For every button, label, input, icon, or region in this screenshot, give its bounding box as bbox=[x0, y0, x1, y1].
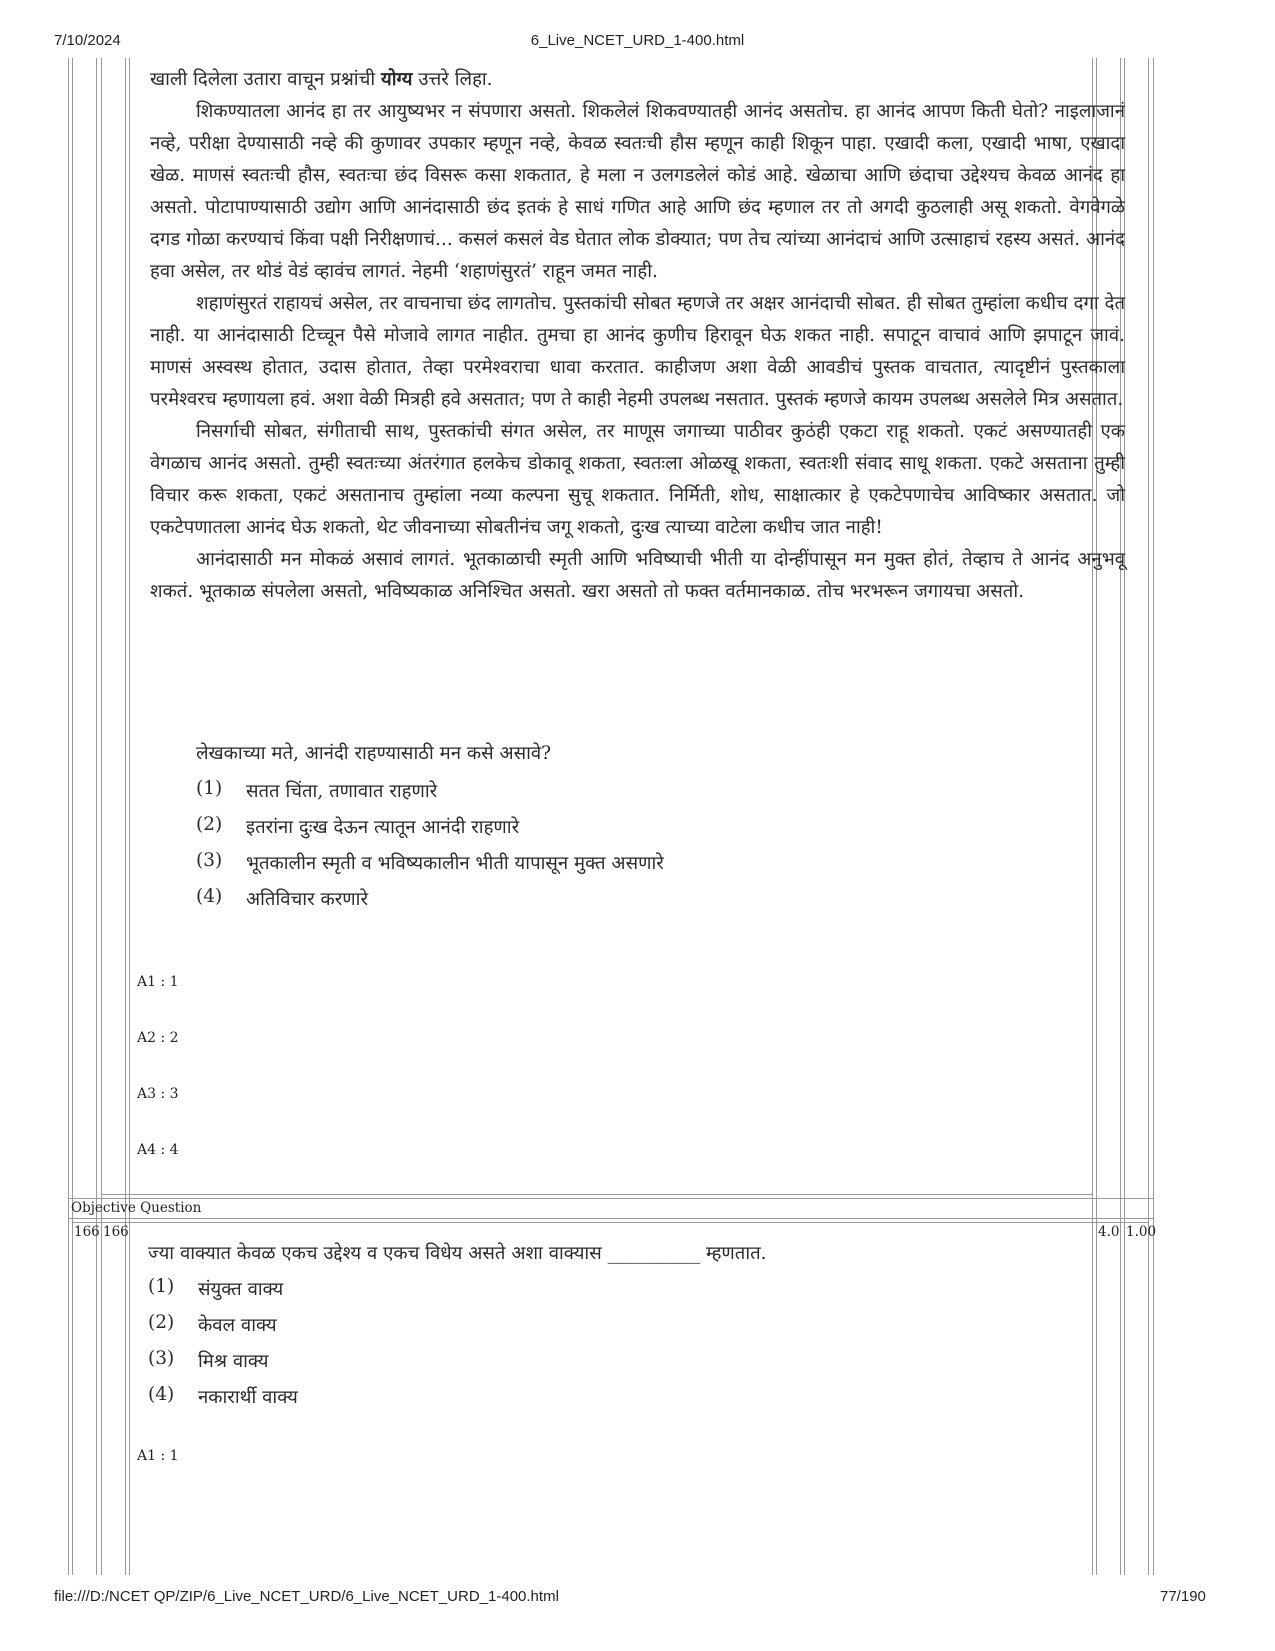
qid-cell-border-inner bbox=[129, 1222, 130, 1575]
passage-paragraph: आनंदासाठी मन मोकळं असावं लागतं. भूतकाळाची स्मृती आणि भविष्याची भीती या दोन्हींपासून मन मुक्त होतं, तेव्हाच ते आनंद अनुभवू शकतं. भूतकाळ संपलेला असतो, भविष्यकाळ अनिश्चित असतो. खरा असतो तो फक्त वर्तमानकाळ. तोच भरभरून जगायचा असतो. bbox=[150, 549, 1125, 602]
file-path: file:///D:/NCET QP/ZIP/6_Live_NCET_URD/6_Live_NCET_URD_1-400.html bbox=[54, 1588, 559, 1605]
table-border-left bbox=[68, 1220, 69, 1575]
table-border-left-inner bbox=[72, 58, 73, 1253]
answer-key: A1 : 1 bbox=[137, 974, 179, 990]
serial-cell-border bbox=[96, 1222, 97, 1575]
question-text: ज्या वाक्यात केवळ एकच उद्देश्य व एकच विधेय असते अशा वाक्यास __________ म्हणतात. bbox=[148, 1243, 767, 1264]
negative-marks-value: 1.00 bbox=[1126, 1224, 1157, 1240]
instruction-emphasis: योग्य bbox=[381, 69, 413, 90]
passage-instruction: खाली दिलेला उतारा वाचून प्रश्नांची योग्य उत्तरे लिहा. bbox=[150, 69, 493, 90]
table-border-left-inner bbox=[72, 1222, 73, 1575]
section-separator bbox=[68, 1218, 1153, 1219]
option-number: (3) bbox=[196, 850, 223, 871]
passage-paragraph: शहाणंसुरतं राहायचं असेल, तर वाचनाचा छंद लागतोच. पुस्तकांची सोबत म्हणजे तर अक्षर आनंदाची सोबत. ही सोबत तुम्हांला कधीच दगा देत नाही. या आनंदासाठी टिच्चून पैसे मोजावे लागत नाहीत. तुमचा हा आनंद कुणीच हिरावून घेऊ शकत नाही. सपाटून वाचावं आणि झपाटून जावं. माणसं अस्वस्थ होतात, उदास होतात, तेव्हा परमेश्वराचा धावा करतात. काहीजण अशा वेळी आवडीचं पुस्तक वाचतात, त्यादृष्टीनं पुस्तकाला परमेश्वरच म्हणायला हवं. अशा वेळी मित्रही हवे असतात; पण ते काही नेहमी उपलब्ध नसतात. पुस्तकं म्हणजे कायम उपलब्ध असलेले मित्र असतात. bbox=[150, 293, 1125, 410]
row-bottom-border bbox=[101, 1194, 1092, 1195]
row-top-border bbox=[72, 1222, 1148, 1223]
option-text: सतत चिंता, तणावात राहणारे bbox=[246, 781, 438, 802]
answer-key: A1 : 1 bbox=[137, 1448, 179, 1464]
table-border-right bbox=[1148, 1220, 1149, 1575]
qid-cell-border-inner bbox=[129, 58, 130, 1248]
row-separator bbox=[68, 1198, 1153, 1199]
negative-cell-border bbox=[1124, 1222, 1125, 1575]
passage-paragraph: शिकण्यातला आनंद हा तर आयुष्यभर न संपणारा असतो. शिकलेलं शिकवण्यातही आनंद असतोच. हा आनंद आपण किती घेतो? नाइलाजानं नव्हे, परीक्षा देण्यासाठी नव्हे की कुणावर उपकार म्हणून नव्हे, केवळ स्वतःची हौस म्हणून काही शिकून पाहा. एखादी कला, एखादी भाषा, एखादा खेळ. माणसं स्वतःची हौस, स्वतःचा छंद विसरू कसा शकतात, हे मला न उलगडलेलं कोडं आहे. खेळाचा आणि छंदाचा उद्देश्यच केवळ आनंद हा असतो. पोटापाण्यासाठी उद्योग आणि आनंदासाठी छंद इतकं हे साधं गणित आहे आणि छंद म्हणाल तर तो अगदी कुठलाही असू शकतो. वेगवेगळे दगड गोळा करण्याचं किंवा पक्षी निरीक्षणाचं... कसलं कसलं वेड घेतात लोक डोक्यात; पण तेच त्यांच्या आनंदाचं आणि उत्साहाचं रहस्य असतं. आनंद हवा असेल, तर थोडं वेडं व्हावंच लागतं. नेहमी ‘शहाणंसुरतं’ राहून जमत नाही. bbox=[150, 101, 1125, 282]
qid-cell-border bbox=[125, 1222, 126, 1575]
answer-key: A3 : 3 bbox=[137, 1086, 179, 1102]
option-text: संयुक्त वाक्य bbox=[198, 1279, 284, 1300]
serial-cell-border bbox=[96, 58, 97, 1248]
option-text: भूतकालीन स्मृती व भविष्यकालीन भीती यापासून मुक्त असणारे bbox=[246, 853, 664, 874]
answer-key: A2 : 2 bbox=[137, 1030, 179, 1046]
serial-cell-border-inner bbox=[101, 1222, 102, 1575]
question-type-label: Objective Question bbox=[71, 1200, 202, 1216]
print-date: 7/10/2024 bbox=[54, 32, 121, 49]
question-text: लेखकाच्या मते, आनंदी राहण्यासाठी मन कसे असावे? bbox=[196, 743, 552, 764]
option-text: अतिविचार करणारे bbox=[246, 889, 369, 910]
content-cell-border-right bbox=[1092, 1222, 1093, 1575]
page-number: 77/190 bbox=[1160, 1588, 1206, 1605]
option-number: (4) bbox=[148, 1384, 175, 1405]
marks-cell-border bbox=[1096, 1222, 1097, 1575]
reading-passage bbox=[150, 64, 1125, 608]
option-number: (1) bbox=[196, 778, 223, 799]
option-number: (3) bbox=[148, 1348, 175, 1369]
table-border-right-outer bbox=[1153, 1220, 1154, 1575]
table-border-left bbox=[68, 58, 69, 1253]
option-number: (1) bbox=[148, 1276, 175, 1297]
serial-number: 166 bbox=[74, 1224, 100, 1240]
option-number: (4) bbox=[196, 886, 223, 907]
passage-paragraph: निसर्गाची सोबत, संगीताची साथ, पुस्तकांची संगत असेल, तर माणूस जगाच्या पाठीवर कुठंही एकटा राहू शकतो. एकटं असण्यातही एक वेगळाच आनंद असतो. तुम्ही स्वतःच्या अंतरंगात हलकेच डोकावू शकता, स्वतःला ओळखू शकता, स्वतःशी संवाद साधू शकता. एकटे असताना तुम्ही विचार करू शकता, एकटं असतानाच तुम्हांला नव्या कल्पना सुचू शकतात. निर्मिती, शोध, साक्षात्कार हे एकटेपणाचेच आविष्कार असतात. जो एकटेपणातला आनंद घेऊ शकतो, थेट जीवनाच्या सोबतीनंच जगू शकतो, दुःख त्याच्या वाटेला कधीच जात नाही! bbox=[150, 421, 1125, 538]
option-number: (2) bbox=[196, 814, 223, 835]
marks-value: 4.0 bbox=[1098, 1224, 1120, 1240]
option-number: (2) bbox=[148, 1312, 175, 1333]
option-text: मिश्र वाक्य bbox=[198, 1351, 269, 1372]
document-title: 6_Live_NCET_URD_1-400.html bbox=[530, 32, 745, 49]
qid-cell-border bbox=[125, 58, 126, 1248]
table-border-right-outer bbox=[1153, 58, 1154, 1253]
serial-cell-border-inner bbox=[101, 58, 102, 1248]
marks-cell-border-inner bbox=[1120, 1222, 1121, 1575]
table-border-right bbox=[1148, 58, 1149, 1253]
question-id: 166 bbox=[103, 1224, 129, 1240]
option-text: इतरांना दुःख देऊन त्यातून आनंदी राहणारे bbox=[246, 817, 520, 838]
answer-key: A4 : 4 bbox=[137, 1142, 179, 1158]
option-text: केवल वाक्य bbox=[198, 1315, 277, 1336]
option-text: नकारार्थी वाक्य bbox=[198, 1387, 298, 1408]
